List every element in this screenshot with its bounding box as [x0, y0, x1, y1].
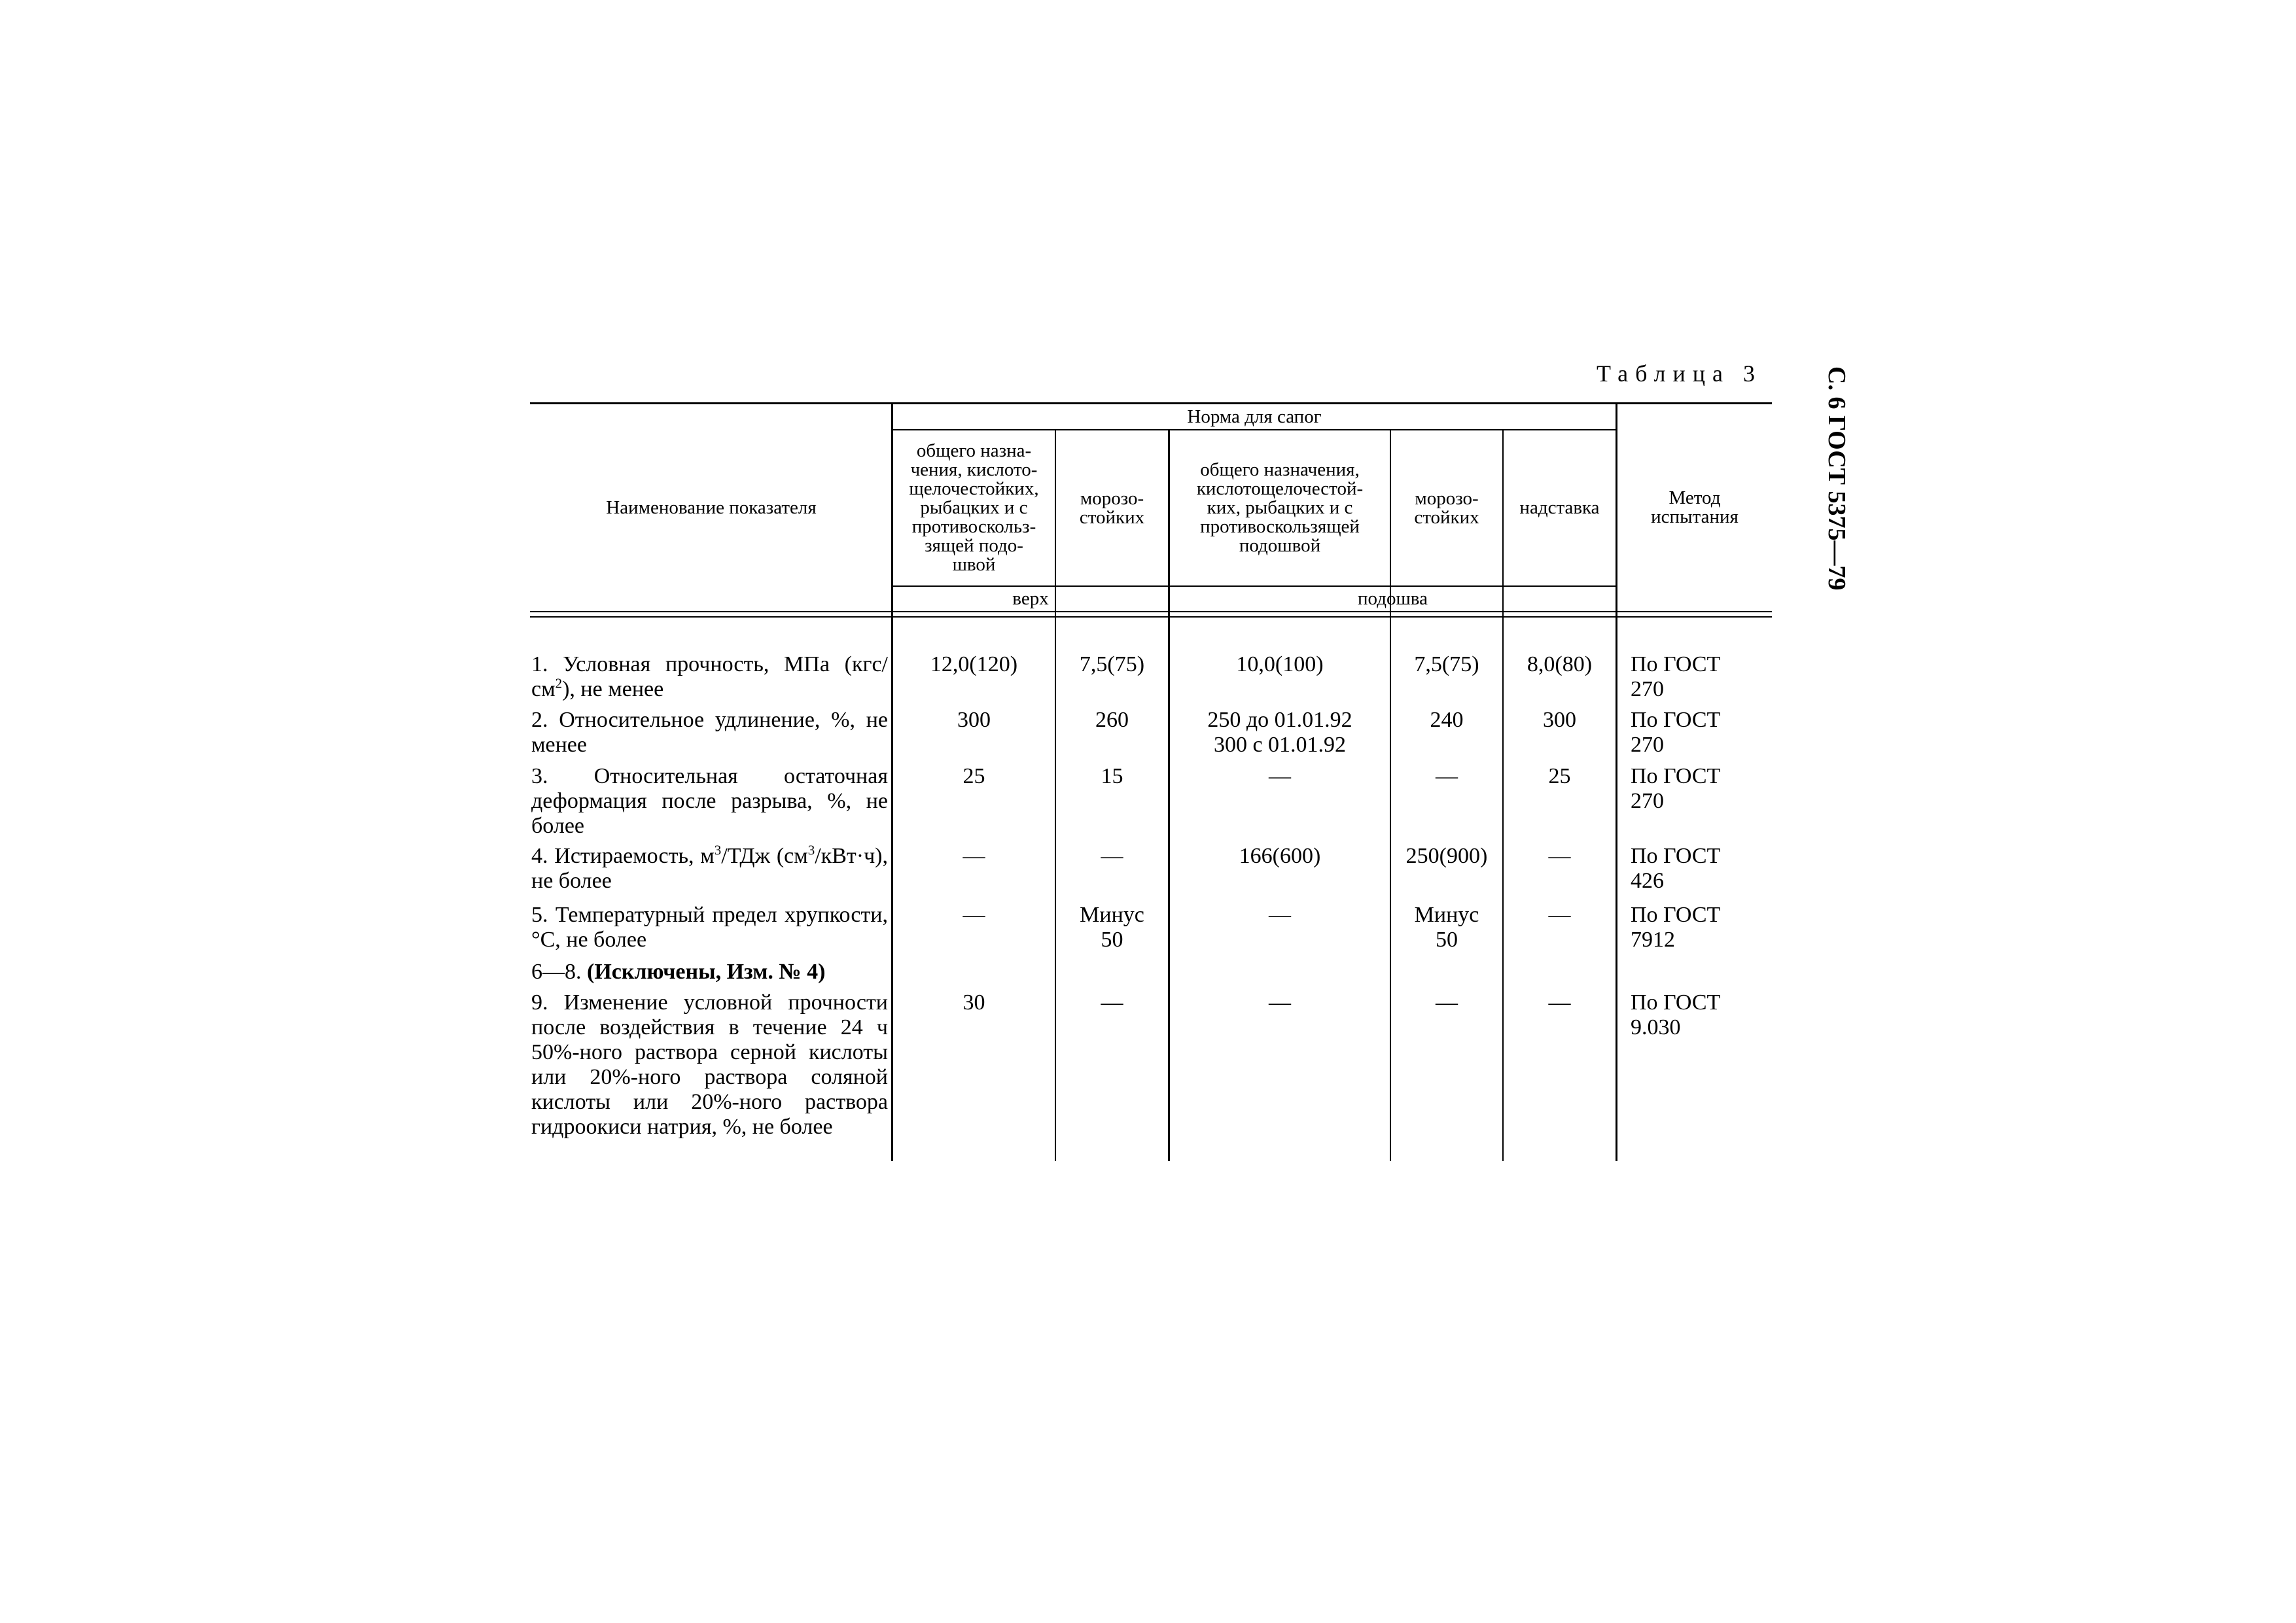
row-7-method: По ГОСТ 9.030: [1631, 990, 1721, 1039]
header-sole-general: общего назначения, кислотощелочестой- ких, рыбацких и с противоскользящей подошвой: [1196, 459, 1364, 556]
header-bottom-rule-1: [530, 611, 1772, 612]
header-extension: надставка: [1519, 497, 1600, 518]
row-3-indicator: 3. Относительная остаточная деформация после разрыва, %, не более: [531, 764, 888, 838]
header-upper: верх: [1012, 588, 1049, 609]
row-2-value-1: 300: [957, 708, 991, 732]
row-7-value-1: 30: [963, 990, 985, 1015]
page-header: С. 6 ГОСТ 5375—79: [1823, 366, 1850, 591]
table-caption: Таблица 3: [1597, 360, 1762, 387]
header-method: Метод испытания: [1651, 487, 1739, 527]
row-1-value-1: 12,0(120): [930, 652, 1018, 676]
row-3-value-5: 25: [1548, 764, 1571, 788]
row-4-value-4: 250(900): [1405, 844, 1488, 868]
header-sole: подошва: [1358, 588, 1428, 609]
row-3-value-2: 15: [1101, 764, 1123, 788]
row-5-method: По ГОСТ 7912: [1631, 903, 1721, 952]
header-sole-frost: морозо- стойких: [1414, 487, 1479, 528]
row-7-indicator: 9. Изменение условной прочности после воздействия в течение 24 ч 50%-ного раствора серной кислоты или 20%-ного раствора соляной кислоты или 20%-ного раствора гидроокиси натрия, %, не более: [531, 990, 888, 1139]
row-2-indicator: 2. Относительное удлинение, %, не менее: [531, 708, 888, 757]
row-7-value-4: —: [1436, 990, 1458, 1015]
row-1-value-5: 8,0(80): [1527, 652, 1593, 676]
row-5-value-1: —: [963, 903, 985, 927]
row-7-value-2: —: [1101, 990, 1123, 1015]
row-4-value-2: —: [1101, 844, 1123, 868]
row-3-value-4: —: [1436, 764, 1458, 788]
row-1-method: По ГОСТ 270: [1631, 652, 1721, 701]
header-upper-frost: морозо- стойких: [1079, 487, 1145, 528]
row-3-value-3: —: [1269, 764, 1291, 788]
row-2-value-2: 260: [1095, 708, 1129, 732]
row-4-value-1: —: [963, 844, 985, 868]
row-5-value-2: Минус 50: [1080, 903, 1144, 952]
row-7-value-3: —: [1269, 990, 1291, 1015]
row-4-value-5: —: [1548, 844, 1571, 868]
row-6-indicator: 6—8. (Исключены, Изм. № 4): [531, 960, 826, 984]
header-bottom-rule-2: [530, 616, 1772, 618]
row-3-method: По ГОСТ 270: [1631, 764, 1721, 813]
row-1-value-3: 10,0(100): [1236, 652, 1324, 676]
row-2-value-5: 300: [1543, 708, 1576, 732]
row-5-value-3: —: [1269, 903, 1291, 927]
row-4-value-3: 166(600): [1239, 844, 1321, 868]
header-upper-general: общего назна- чения, кислото- щелочестойких, рыбацких и с противоскольз- зящей подо- швой: [909, 440, 1039, 575]
row-1-value-4: 7,5(75): [1414, 652, 1479, 676]
row-7-value-5: —: [1548, 990, 1571, 1015]
row-1-value-2: 7,5(75): [1079, 652, 1145, 676]
row-4-indicator: 4. Истираемость, $м^3$/ТДж $(см^3/кВт\cdot ч)$, не более: [531, 842, 888, 893]
header-norm: Норма для сапог: [1187, 406, 1322, 427]
row-2-method: По ГОСТ 270: [1631, 708, 1721, 757]
row-4-method: По ГОСТ 426: [1631, 844, 1721, 893]
row-3-value-1: 25: [963, 764, 985, 788]
row-5-value-4: Минус 50: [1414, 903, 1479, 952]
header-indicator: Наименование показателя: [606, 497, 817, 518]
row-5-value-5: —: [1548, 903, 1571, 927]
row-5-indicator: 5. Температурный предел хрупкости, °С, не более: [531, 903, 888, 952]
row-2-value-3: 250 до 01.01.92 300 с 01.01.92: [1207, 708, 1352, 757]
row-2-value-4: 240: [1430, 708, 1464, 732]
row-1-indicator: 1. Условная прочность, МПа $(кгс/см^2)$, не менее: [531, 652, 888, 701]
